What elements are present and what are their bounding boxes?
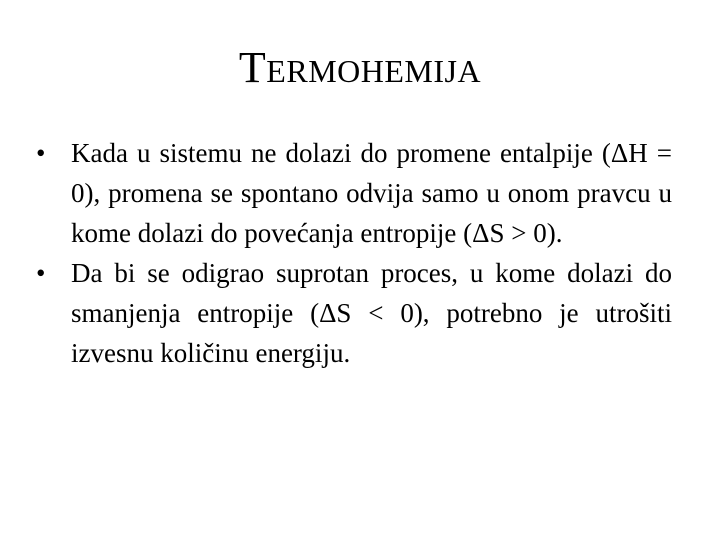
bullet-text-2: Da bi se odigrao suprotan proces, u kome dolazi do smanjenja entropije (ΔS < 0), potrebno je utrošiti izvesnu količinu energiju.	[71, 258, 672, 368]
bullet-item-1	[36, 133, 672, 253]
bullet-list	[36, 133, 672, 373]
slide-title	[0, 40, 720, 99]
bullet-dot-icon: •	[36, 138, 46, 168]
slide-title-rest: ERMOHEMIJA	[266, 53, 482, 89]
bullet-item-2	[36, 253, 672, 373]
bullet-text-1: Kada u sistemu ne dolazi do promene entalpije (ΔH = 0), promena se spontano odvija samo u onom pravcu u kome dolazi do povećanja entropije (ΔS > 0).	[71, 138, 672, 248]
bullet-dot-icon: •	[36, 258, 46, 288]
slide-title-initial: T	[238, 43, 267, 92]
